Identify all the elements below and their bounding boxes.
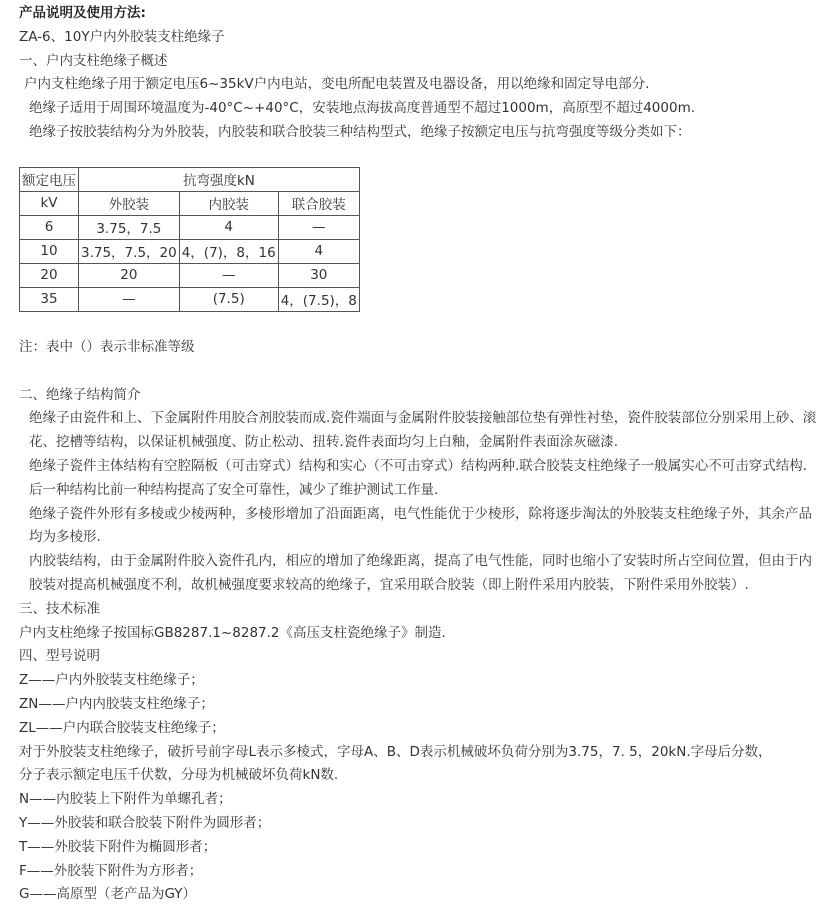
table-header-voltage: 额定电压	[20, 167, 79, 191]
model-zn: ZN——户内内胶装支柱绝缘子；	[19, 695, 214, 712]
table-cell-inner: 4，(7)，8，16	[179, 239, 278, 263]
table-cell-voltage: 10	[20, 239, 79, 263]
table-cell-outer: 3.75，7.5，20	[79, 239, 180, 263]
section-2-title: 二、绝缘子结构简介	[19, 386, 141, 403]
section-2-paragraph-1: 绝缘子由瓷件和上、下金属附件用胶合剂胶装而成.瓷件端面与金属附件胶装接触部位垫有弹性衬垫，瓷件胶装部位分别采用上砂、滚花、挖槽等结构，以保证机械强度、防止松动、扭转.瓷件表面均匀上白釉，金属附件表面涂灰磁漆.	[29, 410, 817, 451]
model-explanation-1: 对于外胶装支柱绝缘子，破折号前字母L表示多棱式，字母A、B、D表示机械破坏负荷分别为3.75，7. 5，20kN.字母后分数，	[19, 743, 772, 760]
table-row	[20, 239, 360, 263]
model-y: Y——外胶装和联合胶装下附件为圆形者；	[19, 814, 271, 831]
model-f: F——外胶装下附件为方形者；	[19, 862, 203, 879]
model-z: Z——户内外胶装支柱绝缘子；	[19, 672, 204, 689]
section-1-paragraph-3: 绝缘子按胶装结构分为外胶装，内胶装和联合胶装三种结构型式，绝缘子按额定电压与抗弯强度等级分类如下：	[29, 123, 691, 140]
section-1-paragraph-1: 户内支柱绝缘子用于额定电压6~35kV户内电站，变电所配电装置及电器设备，用以绝缘和固定导电部分.	[24, 76, 650, 93]
section-1-title: 一、户内支柱绝缘子概述	[19, 52, 168, 69]
table-header-voltage-unit: kV	[20, 191, 79, 215]
table-header-outer: 外胶装	[79, 191, 180, 215]
table-cell-combined: 30	[278, 263, 359, 287]
table-cell-voltage: 20	[20, 263, 79, 287]
section-3-paragraph: 户内支柱绝缘子按国标GB8287.1~8287.2《高压支柱瓷绝缘子》制造.	[19, 624, 446, 641]
table-row	[20, 287, 360, 311]
page-heading: 产品说明及使用方法:	[19, 5, 146, 21]
table-cell-inner: (7.5)	[179, 287, 278, 311]
model-explanation-2: 分子表示额定电压千伏数，分母为机械破坏负荷kN数.	[19, 767, 339, 784]
table-cell-outer: 3.75，7.5	[79, 215, 180, 239]
table-row	[20, 215, 360, 239]
strength-table	[19, 167, 360, 312]
table-cell-combined: 4，(7.5)，8	[278, 287, 359, 311]
table-cell-voltage: 6	[20, 215, 79, 239]
model-t: T——外胶装下附件为椭圆形者；	[19, 838, 217, 855]
table-cell-inner: —	[179, 263, 278, 287]
table-header-strength: 抗弯强度kN	[79, 167, 360, 191]
model-g: G——高原型（老产品为GY）	[19, 886, 196, 903]
product-name: ZA-6、10Y户内外胶装支柱绝缘子	[19, 28, 225, 45]
model-zl: ZL——户内联合胶装支柱绝缘子；	[19, 719, 225, 736]
table-cell-inner: 4	[179, 215, 278, 239]
table-header-combined: 联合胶装	[278, 191, 359, 215]
table-note: 注：表中（）表示非标准等级	[19, 338, 195, 355]
section-2-paragraph-2: 绝缘子瓷件主体结构有空腔隔板（可击穿式）结构和实心（不可击穿式）结构两种.联合胶装支柱绝缘子一般属实心不可击穿式结构.后一种结构比前一种结构提高了安全可靠性，减少了维护测试工作量.	[29, 457, 808, 498]
table-header-inner: 内胶装	[179, 191, 278, 215]
table-cell-combined: 4	[278, 239, 359, 263]
model-n: N——内胶装上下附件为单螺孔者；	[19, 791, 232, 808]
table-cell-outer: 20	[79, 263, 180, 287]
table-row	[20, 263, 360, 287]
section-1-paragraph-2: 绝缘子适用于周围环境温度为-40°C~+40°C，安装地点海拔高度普通型不超过1000m，高原型不超过4000m.	[29, 100, 696, 117]
section-3-title: 三、技术标准	[19, 600, 100, 617]
table-cell-voltage: 35	[20, 287, 79, 311]
section-2-paragraph-4: 内胶装结构，由于金属附件胶入瓷件孔内，相应的增加了绝缘距离，提高了电气性能，同时也缩小了安装时所占空间位置，但由于内胶装对提高机械强度不利，故机械强度要求较高的绝缘子，宜采用联合胶装（即上附件采用内胶装，下附件采用外胶装）.	[29, 553, 812, 593]
table-cell-combined: —	[278, 215, 359, 239]
section-2-paragraph-3: 绝缘子瓷件外形有多棱或少棱两种，多棱形增加了沿面距离，电气性能优于少棱形，除将逐步淘汰的外胶装支柱绝缘子外，其余产品均为多棱形.	[29, 505, 812, 546]
section-4-title: 四、型号说明	[19, 648, 100, 665]
table-cell-outer: —	[79, 287, 180, 311]
